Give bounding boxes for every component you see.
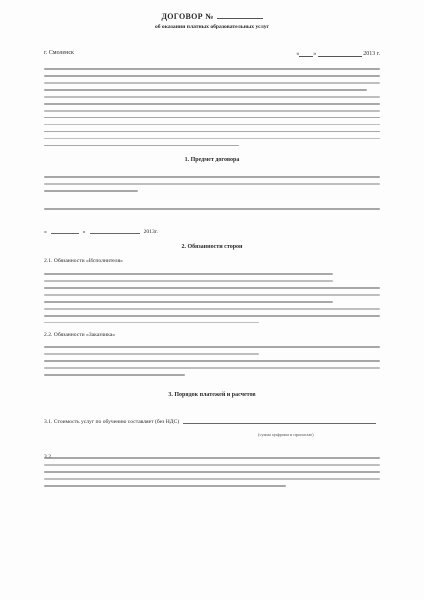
price-blank (183, 418, 376, 424)
document-title (0, 12, 424, 21)
period-from-day (51, 228, 79, 234)
period-year: 2013г. (143, 229, 158, 235)
clause-2-1-heading (44, 258, 380, 264)
section-3-title: 3. Порядок платежей и расчетов (168, 392, 256, 398)
section-1-title: 1. Предмет договора (184, 157, 240, 163)
clause-1-1 (44, 176, 380, 197)
clause-1-2 (44, 208, 380, 215)
place-date-line (44, 50, 380, 57)
title-text: ДОГОВОР № (161, 12, 214, 21)
document-header (0, 12, 424, 30)
clause-3-1-label: 3.1. Стоимость услуг по обучению составляет (без НДС) (44, 419, 180, 425)
contract-number-blank (217, 18, 263, 19)
month-blank (318, 50, 362, 57)
clause-2-2-heading (44, 332, 380, 338)
day-blank (299, 50, 313, 57)
date-field: « » 2013 г. (296, 51, 380, 57)
city-label: г. Смоленск (44, 50, 74, 56)
period-line: « » 2013г. (44, 229, 158, 235)
price-caption: (сумма цифрами и прописью) (258, 432, 314, 437)
preamble-paragraph (44, 68, 380, 152)
clause-3-2-body (44, 457, 380, 492)
period-from-month (90, 228, 140, 234)
clause-2-2-label: 2.2. Обязанности «Заказчика» (44, 332, 116, 338)
section-2-title: 2. Обязанности сторон (181, 244, 243, 250)
clause-2-1-label: 2.1. Обязанности «Исполнителя» (44, 258, 123, 264)
date-year: 2013 г. (363, 51, 380, 57)
clause-2-1-body (44, 273, 380, 329)
clause-3-1 (44, 418, 380, 425)
document-subtitle: об оказании платных образовательных услуг (154, 24, 270, 30)
period-from: « (44, 229, 47, 235)
clause-2-2-body (44, 346, 380, 381)
